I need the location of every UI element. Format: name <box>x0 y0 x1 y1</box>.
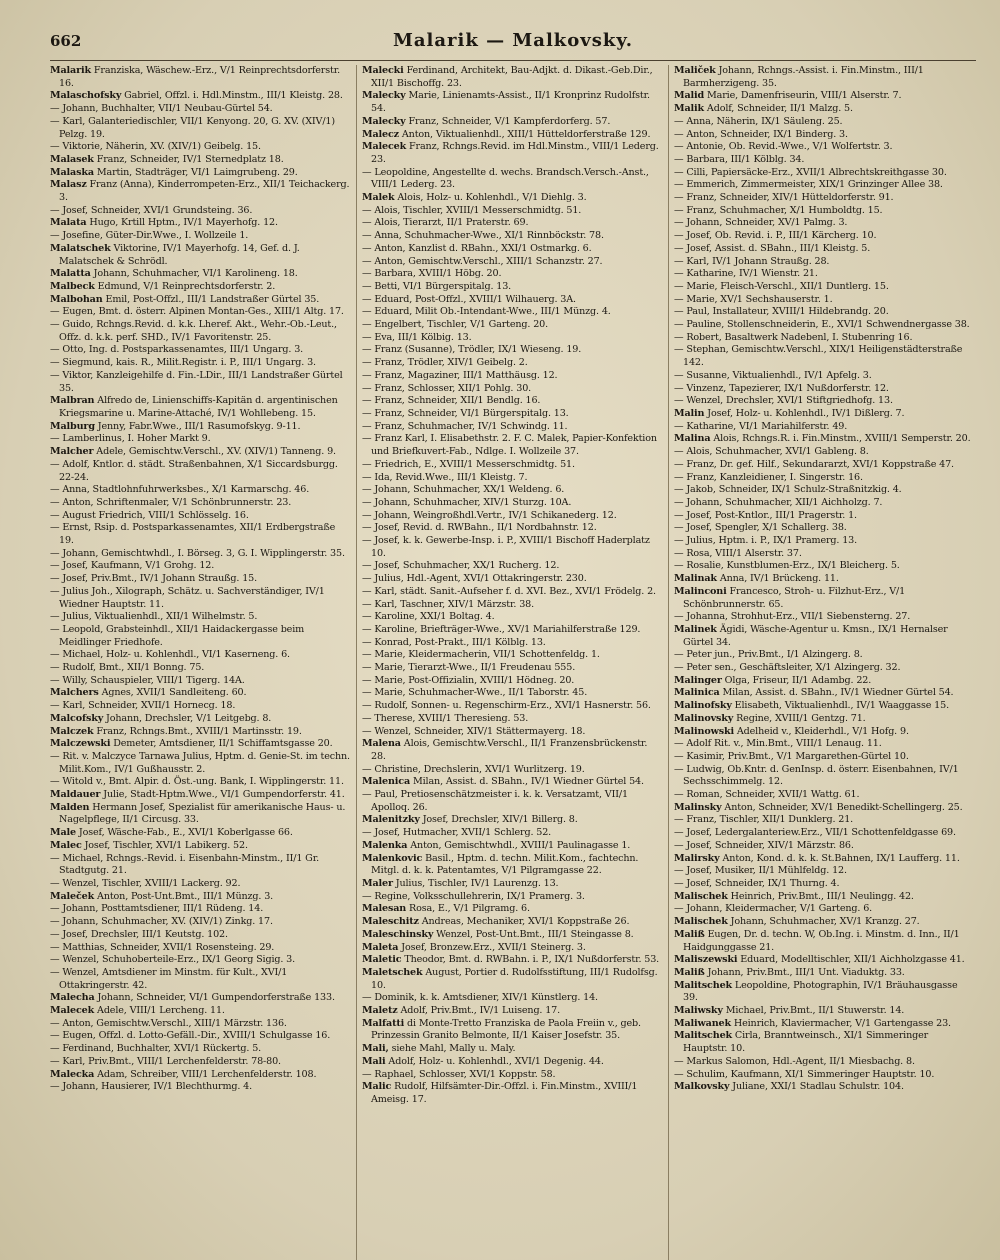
directory-entry: — Josefine, Güter-Dir.Wwe., I. Wollzeile 1. <box>50 230 249 242</box>
directory-entry: — Alois, Schuhmacher, XVI/1 Gableng. 8. <box>674 446 869 458</box>
directory-entry: Malasz Franz (Anna), Kinderrompeten-Erz., XII/1 Teichackerg. 3. <box>50 179 350 204</box>
directory-entry: — Julius Joh., Xilograph, Schätz. u. Sachverständiger, IV/1 Wiedner Hauptstr. 11. <box>50 585 325 610</box>
directory-entry: Malinek Ägidi, Wäsche-Agentur u. Kmsn., IX/1 Hernalser Gürtel 34. <box>674 623 948 648</box>
directory-entry: Malina Alois, Rchngs.R. i. Fin.Minstm., XVIII/1 Semperstr. 20. <box>674 433 971 445</box>
directory-entry: — Schulim, Kaufmann, XI/1 Simmeringer Hauptstr. 10. <box>674 1068 935 1080</box>
directory-entry: Maletz Adolf, Priv.Bmt., IV/1 Luiseng. 17. <box>362 1005 561 1017</box>
directory-entry: — Franz, Kanzleidiener, I. Singerstr. 16. <box>674 471 863 483</box>
directory-entry: — Franz, Schuhmacher, IV/1 Schwindg. 11. <box>362 420 568 432</box>
directory-entry: — Vinzenz, Tapezierer, IX/1 Nußdorferstr. 12. <box>674 382 889 394</box>
directory-entry: — Anna, Schuhmacher-Wwe., XI/1 Rinnböckstr. 78. <box>362 230 604 242</box>
directory-entry: — Josef, Ledergalanteriew.Erz., VII/1 Schottenfeldgasse 69. <box>674 827 956 839</box>
directory-entry: — Siegmund, kais. R., Milit.Registr. i. P., III/1 Ungarg. 3. <box>50 357 316 369</box>
directory-entry: — Viktorie, Näherin, XV. (XIV/1) Geibelg. 15. <box>50 141 261 153</box>
directory-entry: — Eva, III/1 Kölbig. 13. <box>362 331 472 343</box>
directory-entry: — Johanna, Strohhut-Erz., VII/1 Siebensterng. 27. <box>674 611 911 623</box>
directory-entry: — Lamberlinus, I. Hoher Markt 9. <box>50 433 211 445</box>
directory-entry: Malczek Franz, Rchngs.Bmt., XVIII/1 Martinsstr. 19. <box>50 725 302 737</box>
directory-entry: — Ludwig, Ob.Kntr. d. GenInsp. d. österr. Eisenbahnen, IV/1 Sechsschimmelg. 12. <box>674 763 959 788</box>
directory-entry: Malec Josef, Tischler, XVI/1 Labikerg. 52. <box>50 839 248 851</box>
directory-entry: — Cilli, Papiersäcke-Erz., XVII/1 Albrechtskreithgasse 30. <box>674 166 947 178</box>
directory-entry: Malinovsky Regine, XVIII/1 Gentzg. 71. <box>674 712 866 724</box>
column-middle <box>356 65 662 1260</box>
directory-entry: — Marie, Tierarzt-Wwe., II/1 Freudenau 555. <box>362 662 576 674</box>
directory-entry: — Marie, Kleidermacherin, VII/1 Schottenfeldg. 1. <box>362 649 600 661</box>
directory-entry: Malena Alois, Gemischtw.Verschl., II/1 Franzensbrückenstr. 28. <box>362 738 648 762</box>
directory-entry: — Marie, XV/1 Sechshauserstr. 1. <box>674 293 833 305</box>
directory-entry: — Barbara, III/1 Kölblg. 34. <box>674 153 805 165</box>
directory-entry: Malcofsky Johann, Drechsler, V/1 Leitgebg. 8. <box>50 712 272 724</box>
directory-entry: — Franz, Dr. gef. Hilf., Sekundararzt, XVI/1 Koppstraße 47. <box>674 458 954 470</box>
directory-entry: Malbeck Edmund, V/1 Reinprechtsdorferstr. 2. <box>50 280 276 292</box>
directory-entry: — Karoline, Briefträger-Wwe., XV/1 Mariahilferstraße 129. <box>362 623 641 635</box>
directory-entry: — Antonie, Ob. Revid.-Wwe., V/1 Wolfertstr. 3. <box>674 141 893 153</box>
directory-entry: — Friedrich, E., XVIII/1 Messerschmidtg. 51. <box>362 458 575 470</box>
directory-entry: Malecky Marie, Linienamts-Assist., II/1 Kronprinz Rudolfstr. 54. <box>362 90 650 115</box>
directory-entry: Malkovsky Juliane, XXI/1 Stadlau Schulstr. 104. <box>674 1081 904 1093</box>
directory-entry: — Therese, XVIII/1 Theresieng. 53. <box>362 712 529 724</box>
directory-entry: — Regine, Volksschullehrerin, IX/1 Pramerg. 3. <box>362 890 585 902</box>
directory-entry: Malenica Milan, Assist. d. SBahn., IV/1 Wiedner Gürtel 54. <box>362 776 644 788</box>
directory-entry: — Alois, Tischler, XVIII/1 Messerschmidtg. 51. <box>362 204 582 216</box>
directory-entry: Maliß Eugen, Dr. d. techn. W, Ob.Ing. i. Minstm. d. Inn., II/1 Haidgunggasse 21. <box>674 928 960 953</box>
directory-entry: — Johann, Buchhalter, VII/1 Neubau-Gürtel 54. <box>50 103 273 115</box>
directory-entry: Malinak Anna, IV/1 Brückeng. 11. <box>674 573 839 585</box>
directory-entry: — Adolf, Kntlor. d. städt. Straßenbahnen, X/1 Siccardsburgg. 22-24. <box>50 458 338 483</box>
directory-entry: Mali, siehe Mahl, Mally u. Maly. <box>362 1043 516 1055</box>
directory-entry: — Wenzel, Tischler, XVIII/1 Lackerg. 92. <box>50 878 241 889</box>
directory-entry: — Karl, Galanteriedischler, VII/1 Kenyong. 20, G. XV. (XIV/1) Pelzg. 19. <box>50 115 335 140</box>
directory-entry: Malischek Heinrich, Priv.Bmt., III/1 Neulingg. 42. <box>674 890 914 902</box>
directory-entry: — Anton, Schneider, IX/1 Binderg. 3. <box>674 128 848 140</box>
directory-entry: — Susanne, Viktualienhdl., IV/1 Apfelg. 3. <box>674 369 872 381</box>
directory-entry: — Marie, Fleisch-Verschl., XII/1 Duntlerg. 15. <box>674 280 889 292</box>
directory-entry: — Josef, Schneider, IX/1 Thurng. 4. <box>674 878 840 889</box>
directory-entry: — Wenzel, Amtsdiener im Minstm. für Kult., XVI/1 Ottakringerstr. 42. <box>50 966 288 991</box>
directory-entry: — Josef, Spengler, X/1 Schallerg. 38. <box>674 522 847 534</box>
directory-entry: — Pauline, Stollenschneiderin, E., XVI/1 Schwendnergasse 38. <box>674 319 970 331</box>
directory-entry: — Ferdinand, Buchhalter, XVI/1 Rückertg. 5. <box>50 1043 262 1055</box>
directory-entry: Malbran Alfredo de, Linienschiffs-Kapitän d. argentinischen Kriegsmarine u. Marine-Attaché, IV/1 Wohllebeng. 15. <box>50 395 338 419</box>
directory-entry: Maliszewski Eduard, Modelltischler, XII/1 Aichholzgasse 41. <box>674 954 965 966</box>
directory-entry: — Karl, Taschner, XIV/1 Märzstr. 38. <box>362 598 535 610</box>
directory-entry: — Ida, Revid.Wwe., III/1 Kleistg. 7. <box>362 471 528 483</box>
directory-entry: — Johann, Schuhmacher, XX/1 Weldeng. 6. <box>362 484 565 496</box>
directory-entry: Maleta Josef, Bronzew.Erz., XVII/1 Steinerg. 3. <box>362 941 586 953</box>
directory-entry: — Josef, Ob. Revid. i. P., III/1 Kärcherg. 10. <box>674 230 877 242</box>
directory-entry: — Karl, Schneider, XVII/1 Hornecg. 18. <box>50 700 236 712</box>
directory-entry: — Franz, Schneider, VI/1 Bürgerspitalg. 13. <box>362 407 569 419</box>
directory-entry: Maletic Theodor, Bmt. d. RWBahn. i. P., IX/1 Nußdorferstr. 53. <box>362 954 660 966</box>
column-left <box>50 65 350 1260</box>
directory-entry: — Franz, Tischler, XII/1 Dunklerg. 21. <box>674 814 854 826</box>
directory-entry: Malecha Johann, Schneider, VI/1 Gumpendorferstraße 133. <box>50 992 335 1004</box>
directory-entry: — Franz Karl, I. Elisabethstr. 2. F. C. Malek, Papier-Konfektion und Briefkuvert-Fab., Ndlge. I. Wollzeile 37. <box>362 433 657 458</box>
directory-entry: — Josef, Revid. d. RWBahn., II/1 Nordbahnstr. 12. <box>362 522 597 534</box>
directory-entry: Malcher Adele, Gemischtw.Verschl., XV. (XIV/1) Tanneng. 9. <box>50 446 336 458</box>
directory-entry: — Johann, Gemischtwhdl., I. Börseg. 3, G. I. Wipplingerstr. 35. <box>50 547 345 559</box>
directory-entry: — Peter jun., Priv.Bmt., I/1 Alzingerg. 8. <box>674 649 863 661</box>
directory-entry: Malik Adolf, Schneider, II/1 Malzg. 5. <box>674 103 853 115</box>
directory-entry: — Wenzel, Schneider, XIV/1 Stättermayerg. 18. <box>362 725 586 737</box>
directory-entry: — Johann, Kleidermacher, V/1 Garteng. 6. <box>674 903 873 915</box>
directory-entry: — Johann, Schuhmacher, XII/1 Aichholzg. 7. <box>674 496 883 508</box>
directory-entry: — Josef, Post-Kntlor., III/1 Pragerstr. 1. <box>674 509 857 521</box>
directory-entry: — Wenzel, Schuhoberteile-Erz., IX/1 Georg Sigig. 3. <box>50 954 296 966</box>
directory-entry: — Leopold, Grabsteinhdl., XII/1 Haidackergasse beim Meidlinger Friedhofe. <box>50 623 305 648</box>
directory-entry: — Dominik, k. k. Amtsdiener, XIV/1 Künstlerg. 14. <box>362 992 598 1004</box>
page-header <box>50 30 976 61</box>
directory-entry: Malaska Martin, Stadträger, VI/1 Laimgrubeng. 29. <box>50 166 298 178</box>
directory-entry: — Julius, Hdl.-Agent, XVI/1 Ottakringerstr. 230. <box>362 573 587 585</box>
directory-entry: — Roman, Schneider, XVII/1 Wattg. 61. <box>674 789 860 801</box>
directory-entry: Malecek Franz, Rchngs.Revid. im Hdl.Minstm., VIII/1 Lederg. 23. <box>362 141 659 165</box>
directory-entry: Malinica Milan, Assist. d. SBahn., IV/1 Wiedner Gürtel 54. <box>674 687 954 699</box>
directory-entry: — Josef, Kaufmann, V/1 Grohg. 12. <box>50 560 215 572</box>
directory-entry: Maleschinsky Wenzel, Post-Unt.Bmt., III/1 Steingasse 8. <box>362 928 634 940</box>
directory-entry: — Matthias, Schneider, XVII/1 Rosensteing. 29. <box>50 941 275 953</box>
directory-entry: — Karl, Priv.Bmt., VIII/1 Lerchenfelderstr. 78-80. <box>50 1055 281 1067</box>
directory-entry: Malchers Agnes, XVII/1 Sandleiteng. 60. <box>50 687 247 699</box>
directory-entry: — Christine, Drechslerin, XVI/1 Wurlitzerg. 19. <box>362 763 585 775</box>
directory-entry: — Franz, Schuhmacher, X/1 Humboldtg. 15. <box>674 204 883 216</box>
directory-entry: Male Josef, Wäsche-Fab., E., XVI/1 Koberlgasse 66. <box>50 827 293 839</box>
directory-entry: — Franz, Magaziner, III/1 Matthäusg. 12. <box>362 369 558 381</box>
columns-container <box>50 65 976 1260</box>
directory-entry: — Katharine, VI/1 Mariahilferstr. 49. <box>674 420 848 432</box>
directory-entry: — Anton, Kanzlist d. RBahn., XXI/1 Ostmarkg. 6. <box>362 242 592 254</box>
directory-entry: — Johann, Weingroßhdl.Vertr., IV/1 Schikanederg. 12. <box>362 509 617 521</box>
directory-entry: Maler Julius, Tischler, IV/1 Laurenzg. 13. <box>362 878 559 889</box>
directory-entry: — Engelbert, Tischler, V/1 Garteng. 20. <box>362 319 549 331</box>
directory-entry: Malek Alois, Holz- u. Kohlenhdl., V/1 Diehlg. 3. <box>362 192 587 204</box>
directory-entry: — Franz, Schlosser, XII/1 Pohlg. 30. <box>362 382 532 394</box>
directory-entry: — Stephan, Gemischtw.Verschl., XIX/1 Heiligenstädterstraße 142. <box>674 344 963 369</box>
directory-entry: Malbohan Emil, Post-Offzl., III/1 Landstraßer Gürtel 35. <box>50 293 320 305</box>
directory-entry: — Katharine, IV/1 Wienstr. 21. <box>674 268 818 280</box>
directory-entry: — Eugen, Offzl. d. Lotto-Gefäll.-Dir., XVIII/1 Schulgasse 16. <box>50 1030 331 1042</box>
directory-entry: — Josef, Schneider, XVI/1 Grundsteing. 36. <box>50 204 253 216</box>
directory-entry: — Josef, Drechsler, III/1 Keutstg. 102. <box>50 928 228 940</box>
directory-entry: Malecki Ferdinand, Architekt, Bau-Adjkt. d. Dikast.-Geb.Dir., XII/1 Bischoffg. 23. <box>362 65 653 89</box>
directory-entry: Malarik Franziska, Wäschew.-Erz., V/1 Reinprechtsdorferstr. 16. <box>50 65 340 89</box>
directory-entry: Maliwsky Michael, Priv.Bmt., II/1 Stuwerstr. 14. <box>674 1005 905 1017</box>
directory-entry: Maliß Johann, Priv.Bmt., III/1 Unt. Viaduktg. 33. <box>674 966 905 978</box>
directory-entry: — Josef, k. k. Gewerbe-Insp. i. P., XVIII/1 Bischoff Haderplatz 10. <box>362 535 650 559</box>
directory-entry: — Jakob, Schneider, IX/1 Schulz-Straßnitzkig. 4. <box>674 484 902 496</box>
directory-entry: Malenitzky Josef, Drechsler, XIV/1 Billerg. 8. <box>362 814 578 826</box>
directory-entry: Malecek Adele, VIII/1 Lercheng. 11. <box>50 1005 225 1017</box>
directory-entry: Malenkovic Basil., Hptm. d. techn. Milit.Kom., fachtechn. Mitgl. d. k. k. Patentamtes, V/1 Pilgramgasse 22. <box>362 852 639 877</box>
directory-entry: — Markus Salomon, Hdl.-Agent, II/1 Miesbachg. 8. <box>674 1055 915 1067</box>
directory-entry: — Anna, Stadtlohnfuhrwerksbes., X/1 Karmarschg. 46. <box>50 484 310 496</box>
directory-entry: — Johann, Hausierer, IV/1 Blechthurmg. 4. <box>50 1081 253 1093</box>
directory-entry: — Viktor, Kanzleigehilfe d. Fin.-LDir., III/1 Landstraßer Gürtel 35. <box>50 369 343 394</box>
directory-entry: Maleschitz Andreas, Mechaniker, XVI/1 Koppstraße 26. <box>362 916 630 928</box>
directory-entry: Malaschofsky Gabriel, Offzl. i. Hdl.Minstm., III/1 Kleistg. 28. <box>50 90 343 102</box>
directory-entry: — Johann, Schneider, XV/1 Palmg. 3. <box>674 217 848 229</box>
directory-entry: — Peter sen., Geschäftsleiter, X/1 Alzingerg. 32. <box>674 662 901 674</box>
directory-entry: Malin Josef, Holz- u. Kohlenhdl., IV/1 Dißlerg. 7. <box>674 407 905 419</box>
directory-entry: — Marie, Schuhmacher-Wwe., II/1 Taborstr. 45. <box>362 687 588 699</box>
directory-entry: Maleček Anton, Post-Unt.Bmt., III/1 Münzg. 3. <box>50 890 274 902</box>
directory-entry: — Otto, Ing. d. Postsparkassenamtes, III/1 Ungarg. 3. <box>50 344 304 356</box>
directory-entry: Malinofsky Elisabeth, Viktualienhdl., IV/1 Waaggasse 15. <box>674 700 949 712</box>
directory-entry: Malinger Olga, Friseur, II/1 Adambg. 22. <box>674 674 872 686</box>
directory-entry: Maletschek August, Portier d. Rudolfsstiftung, III/1 Rudolfsg. 10. <box>362 966 658 991</box>
directory-entry: Malitschek Leopoldine, Photographin, IV/1 Bräuhausgasse 39. <box>674 979 958 1004</box>
directory-entry: Malid Marie, Damenfriseurin, VIII/1 Alserstr. 7. <box>674 90 902 102</box>
directory-entry: — Anton, Gemischtw.Verschl., XIII/1 Schanzstr. 27. <box>362 255 603 267</box>
directory-entry: — Rudolf, Sonnen- u. Regenschirm-Erz., XVI/1 Hasnerstr. 56. <box>362 700 651 712</box>
directory-entry: Mali Adolf, Holz- u. Kohlenhdl., XVI/1 Degenig. 44. <box>362 1055 604 1067</box>
directory-entry: — Paul, Installateur, XVIII/1 Hildebrandg. 20. <box>674 306 889 318</box>
directory-entry: — Marie, Post-Offizialin, XVIII/1 Hödneg. 20. <box>362 674 575 686</box>
directory-entry: — Johann, Schuhmacher, XIV/1 Sturzg. 10A. <box>362 496 572 508</box>
directory-entry: — Franz, Schneider, XII/1 Bendlg. 16. <box>362 395 541 407</box>
directory-entry: Malic Rudolf, Hilfsämter-Dir.-Offzl. i. Fin.Minstm., XVIII/1 Ameisg. 17. <box>362 1081 638 1105</box>
directory-entry: — Guido, Rchngs.Revid. d. k.k. Lheref. Akt., Wehr.-Ob.-Leut., Offz. d. k.k. perf. SHD., IV/1 Favoritenstr. 25. <box>50 319 337 343</box>
directory-entry: — Wenzel, Drechsler, XVI/1 Stiftgriedhofg. 13. <box>674 395 893 407</box>
column-right <box>668 65 974 1260</box>
directory-entry: Malischek Johann, Schuhmacher, XV/1 Kranzg. 27. <box>674 916 920 928</box>
running-head: Malarik — Malkovsky. <box>392 30 634 51</box>
directory-entry: Malasek Franz, Schneider, IV/1 Sternedplatz 18. <box>50 153 284 165</box>
directory-entry: — Franz (Susanne), Trödler, IX/1 Wieseng. 19. <box>362 344 582 356</box>
directory-entry: — Julius, Hptm. i. P., IX/1 Pramerg. 13. <box>674 535 858 547</box>
directory-entry: — Johann, Posttamtsdiener, III/1 Rüdeng. 14. <box>50 903 264 915</box>
directory-entry: — Ernst, Rsip. d. Postsparkassenamtes, XII/1 Erdbergstraße 19. <box>50 522 336 547</box>
directory-entry: Malitschek Cirla, Branntweinsch., XI/1 Simmeringer Hauptstr. 10. <box>674 1030 929 1055</box>
directory-entry: — Emmerich, Zimmermeister, XIX/1 Grinzinger Allee 38. <box>674 179 943 191</box>
directory-entry: — Michael, Rchngs.-Revid. i. Eisenbahn-Minstm., II/1 Gr. Stadtgutg. 21. <box>50 852 319 877</box>
directory-entry: — Rosalie, Kunstblumen-Erz., IX/1 Bleicherg. 5. <box>674 560 900 572</box>
directory-entry: — Josef, Hutmacher, XVII/1 Schlerg. 52. <box>362 827 552 839</box>
directory-entry: Malinsky Anton, Schneider, XV/1 Benedikt-Schellingerg. 25. <box>674 801 963 813</box>
directory-entry: — Michael, Holz- u. Kohlenhdl., VI/1 Kaserneng. 6. <box>50 649 290 661</box>
directory-entry: — Rit. v. Malczyce Tarnawa Julius, Hptm. d. Genie-St. im techn. Milit.Kom., IV/1 Gußhausstr. 2. <box>50 750 350 775</box>
directory-entry: Malburg Jenny, Fabr.Wwe., III/1 Rasumofskyg. 9-11. <box>50 420 301 432</box>
directory-entry: — Josef, Assist. d. SBahn., III/1 Kleistg. 5. <box>674 242 871 254</box>
directory-entry: Malecka Adam, Schreiber, VIII/1 Lerchenfelderstr. 108. <box>50 1068 317 1080</box>
directory-entry: Malecz Anton, Viktualienhdl., XIII/1 Hütteldorferstraße 129. <box>362 128 651 140</box>
directory-entry: — Barbara, XVIII/1 Höbg. 20. <box>362 268 502 280</box>
directory-entry: Malatschek Viktorine, IV/1 Mayerhofg. 14, Gef. d. J. Malatschek & Schrödl. <box>50 242 300 267</box>
directory-entry: — Anna, Näherin, IX/1 Säuleng. 25. <box>674 115 843 127</box>
directory-entry: — Rosa, VIII/1 Alserstr. 37. <box>674 547 802 559</box>
directory-entry: — Konrad, Post-Prakt., III/1 Kölblg. 13. <box>362 636 546 648</box>
directory-entry: Malata Hugo, Krtill Hptm., IV/1 Mayerhofg. 12. <box>50 217 278 229</box>
directory-entry: — Julius, Viktualienhdl., XII/1 Wilhelmstr. 5. <box>50 611 258 623</box>
directory-entry: Maliwanek Heinrich, Klaviermacher, V/1 Gartengasse 23. <box>674 1017 951 1029</box>
directory-entry: — Alois, Tierarzt, II/1 Praterstr. 69. <box>362 217 529 229</box>
directory-entry: — Witold v., Bmt. Alpir. d. Öst.-ung. Bank, I. Wipplingerstr. 11. <box>50 776 344 788</box>
directory-entry: Malden Hermann Josef, Spezialist für amerikanische Haus- u. Nagelpflege, II/1 Circusg. 33. <box>50 801 346 826</box>
directory-entry: Malfatti di Monte-Tretto Franziska de Paola Freiin v., geb. Prinzessin Granito Belmonte, II/1 Kaiser Josefstr. 35. <box>362 1017 641 1042</box>
directory-entry: — Robert, Basaltwerk Nadebenl, I. Stubenring 16. <box>674 331 913 343</box>
directory-entry: Malinconi Francesco, Stroh- u. Filzhut-Erz., V/1 Schönbrunnerstr. 65. <box>674 585 906 610</box>
directory-entry: Maliček Johann, Rchngs.-Assist. i. Fin.Minstm., III/1 Barmherzigeng. 35. <box>674 65 924 89</box>
directory-entry: — Betti, VI/1 Bürgerspitalg. 13. <box>362 280 512 292</box>
directory-entry: — Josef, Musiker, II/1 Mühlfeldg. 12. <box>674 865 847 877</box>
directory-entry: — Josef, Schuhmacher, XX/1 Rucherg. 12. <box>362 560 560 572</box>
directory-entry: — Eduard, Milit Ob.-Intendant-Wwe., III/1 Münzg. 4. <box>362 306 611 318</box>
directory-entry: — Anton, Gemischtw.Verschl., XIII/1 Märzstr. 136. <box>50 1017 287 1029</box>
directory-entry: — Anton, Schriftenmaler, V/1 Schönbrunnerstr. 23. <box>50 496 292 508</box>
directory-entry: — Johann, Schuhmacher, XV. (XIV/1) Zinkg. 17. <box>50 916 273 928</box>
directory-entry: Malczewski Demeter, Amtsdiener, II/1 Schiffamtsgasse 20. <box>50 738 333 750</box>
directory-entry: — Karl, städt. Sanit.-Aufseher f. d. XVI. Bez., XVI/1 Frödelg. 2. <box>362 585 656 597</box>
directory-entry: Malesan Rosa, E., V/1 Pilgramg. 6. <box>362 903 530 915</box>
directory-entry: — Rudolf, Bmt., XII/1 Bonng. 75. <box>50 662 205 674</box>
directory-entry: — August Friedrich, VIII/1 Schlösselg. 16. <box>50 509 249 521</box>
directory-entry: Malinowski Adelheid v., Kleiderhdl., V/1 Hofg. 9. <box>674 725 909 737</box>
directory-entry: — Karl, IV/1 Johann Straußg. 28. <box>674 255 830 267</box>
directory-entry: Maldauer Julie, Stadt-Hptm.Wwe., VI/1 Gumpendorferstr. 41. <box>50 789 345 801</box>
directory-entry: — Franz, Schneider, XIV/1 Hütteldorferstr. 91. <box>674 192 894 204</box>
directory-entry: — Raphael, Schlosser, XVI/1 Koppstr. 58. <box>362 1068 556 1080</box>
directory-entry: — Karoline, XXI/1 Boltag. 4. <box>362 611 495 623</box>
directory-entry: Malecky Franz, Schneider, V/1 Kampferdorferg. 57. <box>362 115 611 127</box>
directory-entry: — Josef, Schneider, XIV/1 Märzstr. 86. <box>674 839 854 851</box>
directory-entry: — Eduard, Post-Offzl., XVIII/1 Wilhauerg. 3A. <box>362 293 576 305</box>
directory-entry: — Leopoldine, Angestellte d. wechs. Brandsch.Versch.-Anst., VIII/1 Lederg. 23. <box>362 166 649 191</box>
directory-entry: — Kasimir, Priv.Bmt., V/1 Margarethen-Gürtel 10. <box>674 750 909 762</box>
directory-entry: — Willy, Schauspieler, VIII/1 Tigerg. 14A. <box>50 674 245 686</box>
directory-entry: Malenka Anton, Gemischtwhdl., XVIII/1 Paulinagasse 1. <box>362 839 631 851</box>
directory-entry: Malirsky Anton, Kond. d. k. k. St.Bahnen, IX/1 Laufferg. 11. <box>674 852 960 864</box>
directory-entry: Malatta Johann, Schuhmacher, VI/1 Karolineng. 18. <box>50 268 298 280</box>
directory-entry: — Josef, Priv.Bmt., IV/1 Johann Straußg. 15. <box>50 573 258 585</box>
directory-entry: — Franz, Trödler, XIV/1 Geibelg. 2. <box>362 357 528 369</box>
directory-entry: — Adolf Rit. v., Min.Bmt., VIII/1 Lenaug. 11. <box>674 738 882 750</box>
directory-entry: — Paul, Pretiosenschätzmeister i. k. k. Versatzamt, VII/1 Apolloq. 26. <box>362 789 628 813</box>
directory-entry: — Eugen, Bmt. d. österr. Alpinen Montan-Ges., XIII/1 Altg. 17. <box>50 306 344 318</box>
page-number: 662 <box>50 32 82 50</box>
